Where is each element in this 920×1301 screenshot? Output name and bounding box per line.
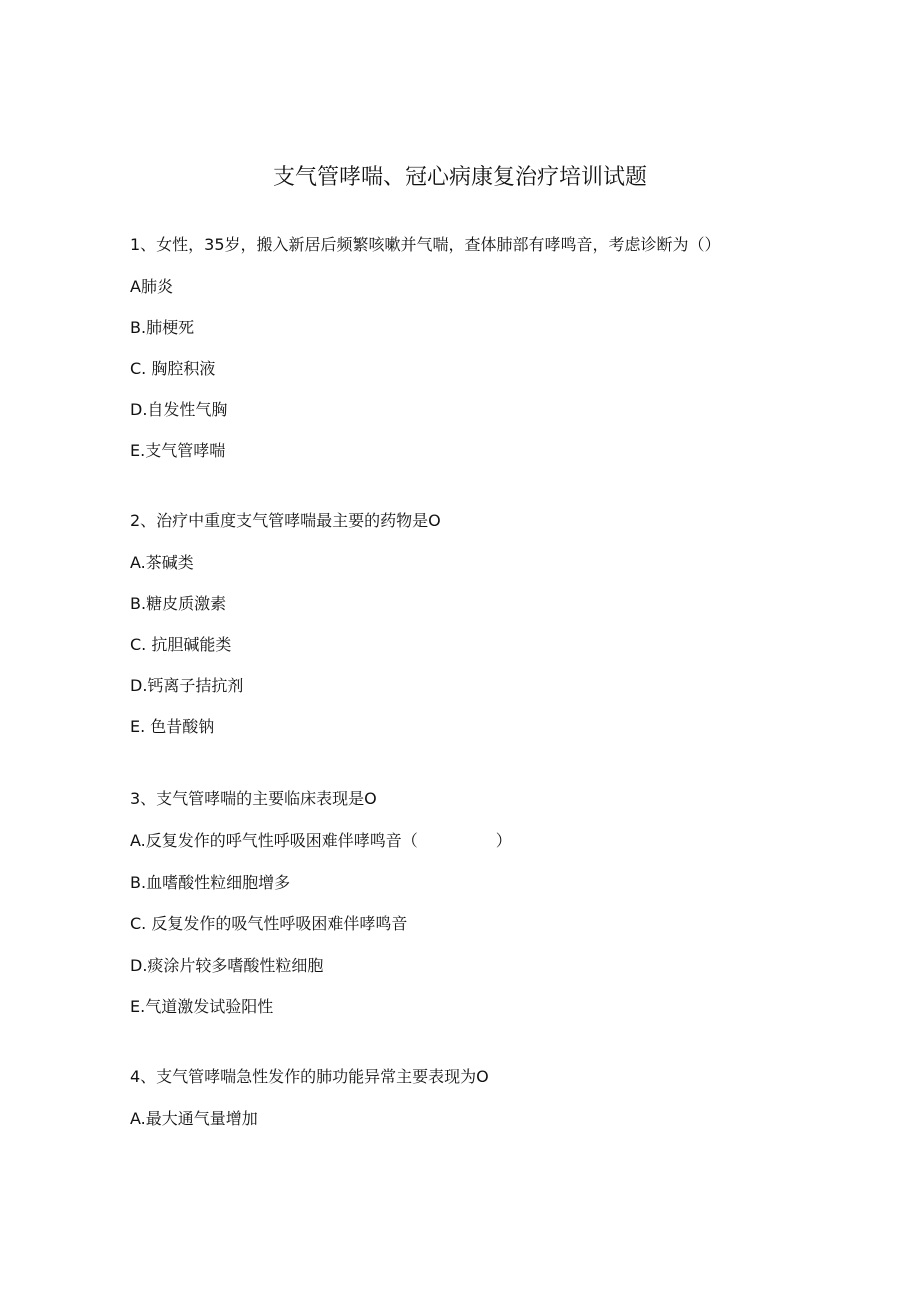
question-1-option-b: B.肺梗死 [130,318,195,337]
question-2-option-d: D.钙离子拮抗剂 [130,676,244,695]
question-3-option-c: C. 反复发作的吸气性呼吸困难伴哮鸣音 [130,914,408,933]
question-3-option-b: B.血嗜酸性粒细胞增多 [130,873,291,892]
question-3-option-d: D.痰涂片较多嗜酸性粒细胞 [130,956,324,975]
question-3-option-a-text: A.反复发作的呼气性呼吸困难伴哮鸣音（ [130,831,418,850]
question-1-stem: 1、女性，35岁，搬入新居后频繁咳嗽并气喘，查体肺部有哮鸣音，考虑诊断为（） [130,235,721,254]
document-title: 支气管哮喘、冠心病康复治疗培训试题 [272,165,647,190]
question-4-stem: 4、支气管哮喘急性发作的肺功能异常主要表现为O [130,1067,489,1086]
question-4-option-a: A.最大通气量增加 [130,1109,258,1128]
question-1-option-d: D.自发性气胸 [130,400,228,419]
question-2-stem: 2、治疗中重度支气管哮喘最主要的药物是O [130,511,441,530]
question-3-stem: 3、支气管哮喘的主要临床表现是O [130,789,377,808]
question-2-option-e: E. 色昔酸钠 [130,717,215,736]
question-1-option-c: C. 胸腔积液 [130,359,216,378]
question-3-option-e: E.气道激发试验阳性 [130,997,274,1016]
question-2-option-c: C. 抗胆碱能类 [130,635,232,654]
question-3-option-a [130,830,512,852]
question-1-option-e: E.支气管哮喘 [130,441,226,460]
question-3-option-a-close-paren: ） [495,831,512,850]
question-1-option-a: A肺炎 [130,277,173,296]
question-2-option-b: B.糖皮质激素 [130,594,227,613]
question-2-option-a: A.茶碱类 [130,553,194,572]
